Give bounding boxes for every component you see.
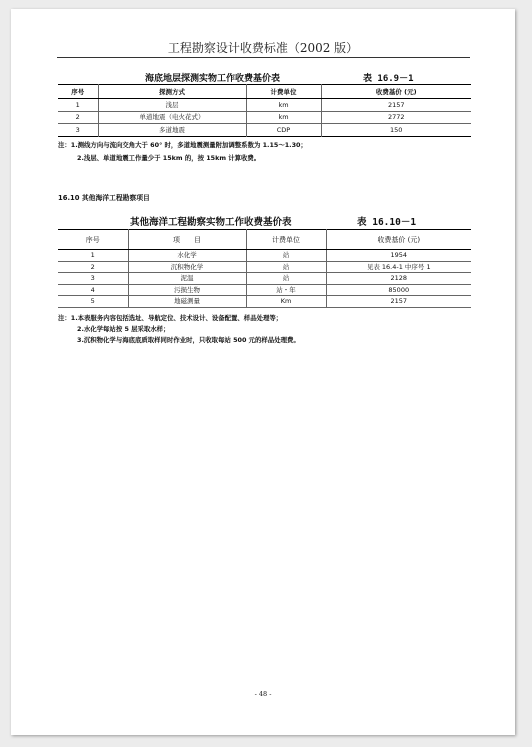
header-rule [57, 57, 470, 58]
table-cell: 1 [58, 99, 98, 112]
table-cell: 1954 [326, 250, 471, 262]
table-cell: 站 [246, 261, 326, 273]
table-row [58, 261, 471, 273]
table-cell: 1 [58, 250, 128, 262]
table-cell: 4 [58, 284, 128, 296]
table2-header-cell: 收费基价 (元) [326, 230, 471, 250]
table-cell: km [246, 111, 321, 124]
table1-header-cell: 序号 [58, 85, 98, 99]
table1-header-cell: 计费单位 [246, 85, 321, 99]
table-cell: 150 [321, 124, 471, 137]
table-cell: 85000 [326, 284, 471, 296]
table-cell: 地磁测量 [128, 296, 246, 308]
table1-header-cell: 收费基价 (元) [321, 85, 471, 99]
section-heading: 16.10 其他海洋工程勘察项目 [58, 194, 150, 202]
table-cell: CDP [246, 124, 321, 137]
table-cell: 见表 16.4-1 中序号 1 [326, 261, 471, 273]
table-row [58, 99, 471, 112]
table-cell: 5 [58, 296, 128, 308]
table-cell: 站・年 [246, 284, 326, 296]
table2-header-row [58, 230, 471, 250]
table-cell: 站 [246, 250, 326, 262]
table-cell: 单道地震（电火花式） [98, 111, 246, 124]
table-row [58, 250, 471, 262]
table-cell: 3 [75, 125, 80, 134]
table-row [58, 284, 471, 296]
table-cell: km [246, 99, 321, 112]
table1-header-row [58, 85, 471, 99]
table1-note: 注：1.测线方向与流向交角大于 60° 时，多道地震测量附加调整系数为 1.15～1.30； [58, 141, 307, 149]
table-row [58, 296, 471, 308]
table-cell: Km [246, 296, 326, 308]
table-cell: 2128 [326, 273, 471, 285]
table-cell: 多道地震 [98, 124, 246, 137]
table-cell: 污损生物 [128, 284, 246, 296]
table-cell: 2 [58, 261, 128, 273]
table1-number: 表 16.9－1 [363, 74, 414, 84]
table-cell: 2772 [321, 111, 471, 124]
table2 [58, 229, 471, 308]
table1-note: 2.浅层、单道地震工作量少于 15km 的，按 15km 计算收费。 [77, 154, 261, 162]
table-row [58, 273, 471, 285]
table-cell: 水化学 [128, 250, 246, 262]
table-cell: 2 [58, 111, 98, 124]
table-cell: 沉积物化学 [128, 261, 246, 273]
table2-note: 2.水化学每站按 5 层采取水样； [77, 325, 170, 333]
table2-note: 3.沉积物化学与海底底质取样同时作业时，只收取每站 500 元的样品处理费。 [77, 336, 300, 344]
table1-header-cell: 探测方式 [98, 85, 246, 99]
table2-note: 注：1.本表服务内容包括选址、导航定位、技术设计、设备配置、样品处理等； [58, 314, 283, 322]
table2-number: 表 16.10－1 [357, 217, 417, 228]
table-cell: 2157 [326, 296, 471, 308]
running-header: 工程勘察设计收费标准（2002 版） [167, 41, 359, 55]
table-row [58, 124, 471, 137]
table-cell: 3 [58, 273, 128, 285]
page-number: - 48 - [254, 690, 272, 698]
table1-title: 海底地层探测实物工作收费基价表 [145, 74, 281, 84]
table-cell: 泥温 [128, 273, 246, 285]
table-row [58, 111, 471, 124]
table2-header-cell: 序号 [58, 230, 128, 250]
table2-title: 其他海洋工程勘察实物工作收费基价表 [130, 217, 292, 228]
document-page [11, 9, 515, 735]
table-cell: 2157 [321, 99, 471, 112]
table-cell: 站 [246, 273, 326, 285]
table2-header-cell: 计费单位 [246, 230, 326, 250]
table-cell: 浅层 [98, 99, 246, 112]
table1 [58, 84, 471, 137]
table2-header-cell: 项 目 [128, 230, 246, 250]
